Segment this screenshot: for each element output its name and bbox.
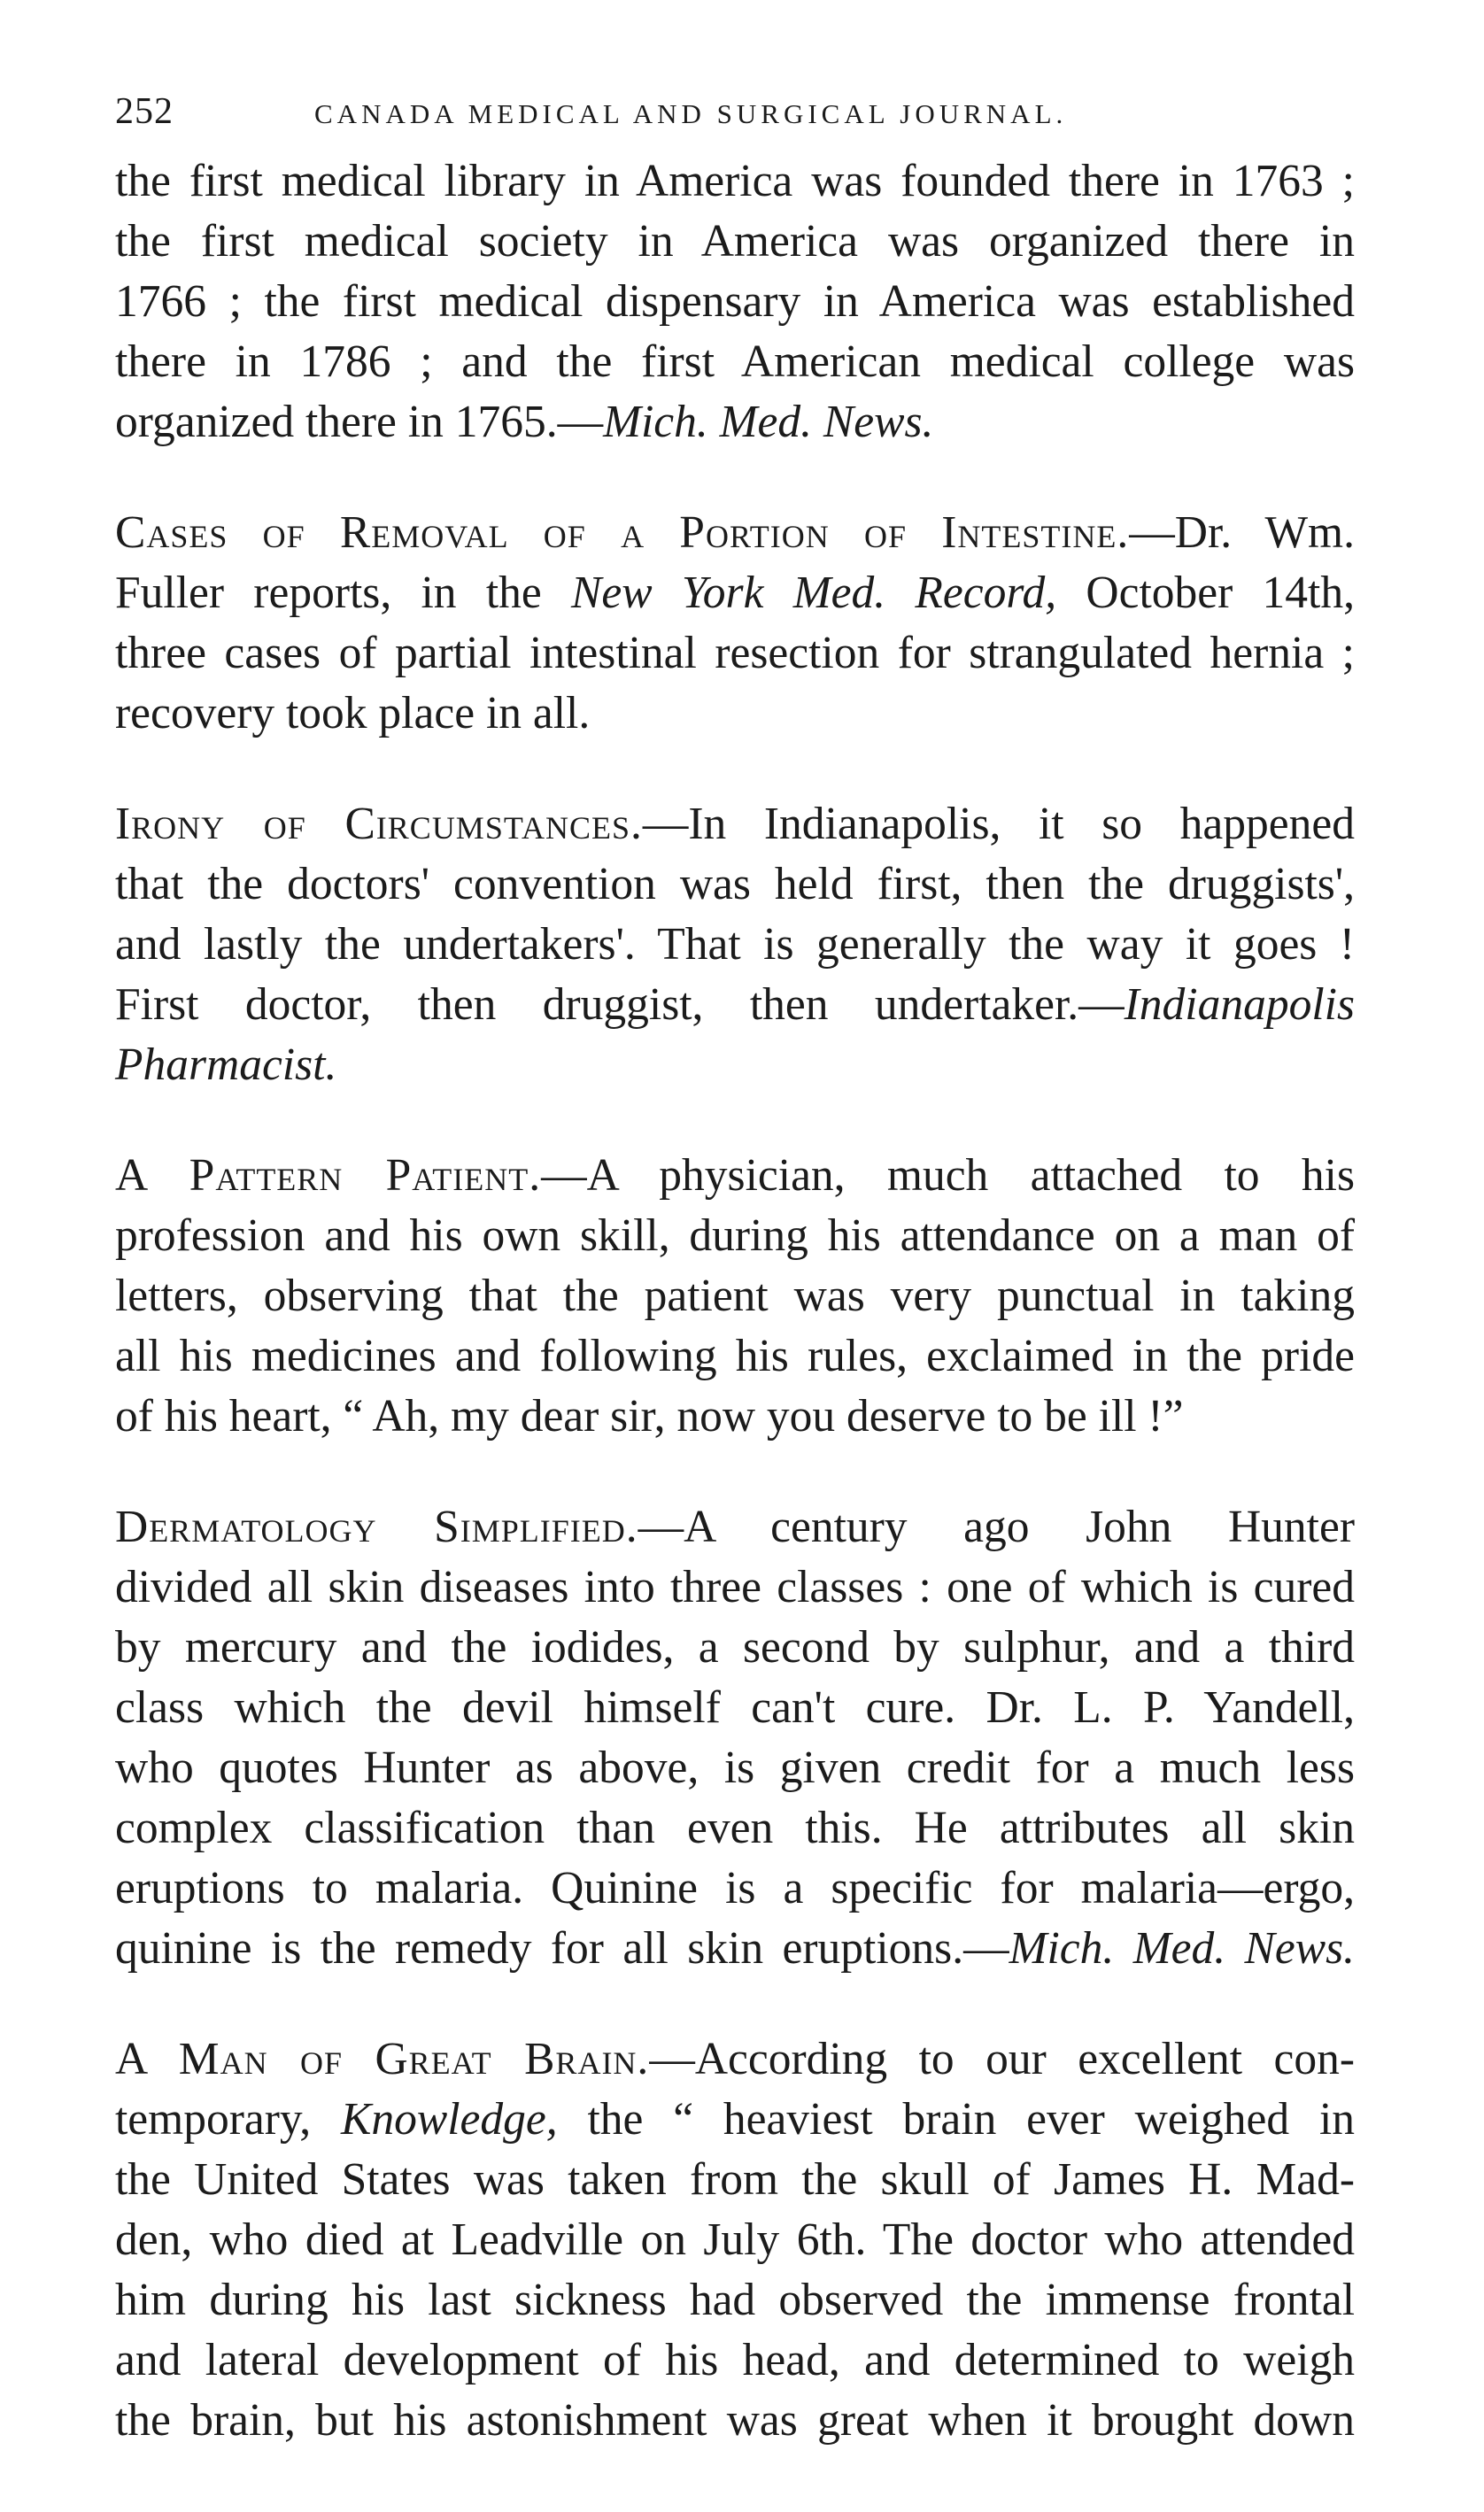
text-line bbox=[115, 975, 1355, 1035]
source-citation: Mich. Med. News. bbox=[603, 397, 934, 447]
text-line: and lastly the undertakers'. That is generally the way it goes ! bbox=[115, 919, 1355, 970]
line-text: October 14th, bbox=[1056, 568, 1355, 618]
line-text: organized there in 1765.— bbox=[115, 397, 604, 447]
text-line: three cases of partial intestinal resection for strangulated hernia ; bbox=[115, 628, 1355, 678]
text-line: letters, observing that the patient was very punctual in taking bbox=[115, 1271, 1355, 1321]
text-line: den, who died at Leadville on July 6th. The doctor who attended bbox=[115, 2214, 1355, 2265]
text-line bbox=[115, 392, 1355, 452]
text-line: the first medical library in America was founded there in 1763 ; bbox=[115, 156, 1355, 206]
line-text: —A century ago John Hunter bbox=[638, 1502, 1356, 1552]
text-line: all his medicines and following his rules, exclaimed in the pride bbox=[115, 1331, 1355, 1381]
text-line: complex classification than even this. He attributes all skin bbox=[115, 1803, 1355, 1853]
paragraph-heading: A Pattern Patient. bbox=[115, 1150, 542, 1201]
text-line: the first medical society in America was organized there in bbox=[115, 216, 1355, 267]
line-text: —In Indianapolis, it so happened bbox=[642, 799, 1356, 849]
text-line: class which the devil himself can't cure. Dr. L. P. Yandell, bbox=[115, 1682, 1355, 1733]
line-text: —A physician, much attached to his bbox=[541, 1150, 1355, 1201]
text-line: profession and his own skill, during his attendance on a man of bbox=[115, 1210, 1355, 1261]
paragraph-heading: A Man of Great Brain. bbox=[115, 2034, 650, 2084]
paragraph-continuation bbox=[115, 151, 1355, 452]
line-text: quinine is the remedy for all skin eruptions.— bbox=[115, 1923, 1009, 1974]
paragraph-heading: Cases of Removal of a Portion of Intestine. bbox=[115, 507, 1130, 558]
paragraph-irony bbox=[115, 794, 1355, 1095]
text-line bbox=[115, 503, 1355, 563]
source-citation: Mich. Med. News. bbox=[1009, 1923, 1355, 1974]
text-line: of his heart, “ Ah, my dear sir, now you deserve to be ill !” bbox=[115, 1391, 1184, 1442]
paragraph-intestine-removal bbox=[115, 503, 1355, 744]
line-text: —According to our excellent con- bbox=[649, 2034, 1355, 2084]
line-text: —Dr. Wm. bbox=[1129, 507, 1355, 558]
journal-page bbox=[115, 84, 1355, 2451]
text-line: 1766 ; the first medical dispensary in America was established bbox=[115, 276, 1355, 327]
text-line bbox=[115, 1146, 1355, 1206]
text-line bbox=[115, 563, 1355, 623]
line-text: the “ heaviest brain ever weighed in bbox=[557, 2094, 1355, 2145]
line-text: temporary, bbox=[115, 2094, 342, 2145]
text-line bbox=[115, 1919, 1355, 1979]
line-text: First doctor, then druggist, then undertaker.— bbox=[115, 979, 1125, 1030]
text-line bbox=[115, 2090, 1355, 2150]
source-citation: Indianapolis bbox=[1124, 979, 1355, 1030]
paragraph-heading: Irony of Circumstances. bbox=[115, 799, 643, 849]
text-line: by mercury and the iodides, a second by sulphur, and a third bbox=[115, 1622, 1355, 1673]
paragraph-dermatology bbox=[115, 1497, 1355, 1979]
running-head bbox=[115, 84, 1355, 139]
paragraph-heading: Dermatology Simplified. bbox=[115, 1502, 638, 1552]
paragraph-pattern-patient bbox=[115, 1146, 1355, 1447]
text-line: the United States was taken from the skull of James H. Mad- bbox=[115, 2154, 1355, 2205]
text-line bbox=[115, 2029, 1355, 2090]
paragraph-great-brain bbox=[115, 2029, 1355, 2451]
source-citation: Pharmacist. bbox=[115, 1040, 337, 1090]
text-line: the brain, but his astonishment was great when it brought down bbox=[115, 2395, 1355, 2446]
text-line: that the doctors' convention was held first, then the druggists', bbox=[115, 859, 1355, 909]
page-number: 252 bbox=[115, 91, 174, 132]
source-citation: New York Med. Record, bbox=[571, 568, 1057, 618]
text-line bbox=[115, 794, 1355, 854]
text-line: and lateral development of his head, and determined to weigh bbox=[115, 2335, 1355, 2385]
text-line bbox=[115, 1497, 1355, 1557]
text-line: there in 1786 ; and the first American medical college was bbox=[115, 336, 1355, 387]
text-line: eruptions to malaria. Quinine is a specific for malaria—ergo, bbox=[115, 1863, 1355, 1913]
text-line: who quotes Hunter as above, is given credit for a much less bbox=[115, 1743, 1355, 1793]
line-text: Fuller reports, in the bbox=[115, 568, 572, 618]
journal-title: CANADA MEDICAL AND SURGICAL JOURNAL. bbox=[314, 98, 1068, 129]
source-citation: Knowledge, bbox=[341, 2094, 558, 2145]
text-line bbox=[115, 1035, 1355, 1095]
text-line: him during his last sickness had observed the immense frontal bbox=[115, 2275, 1355, 2325]
text-line: recovery took place in all. bbox=[115, 688, 591, 738]
text-line: divided all skin diseases into three classes : one of which is cured bbox=[115, 1562, 1355, 1612]
